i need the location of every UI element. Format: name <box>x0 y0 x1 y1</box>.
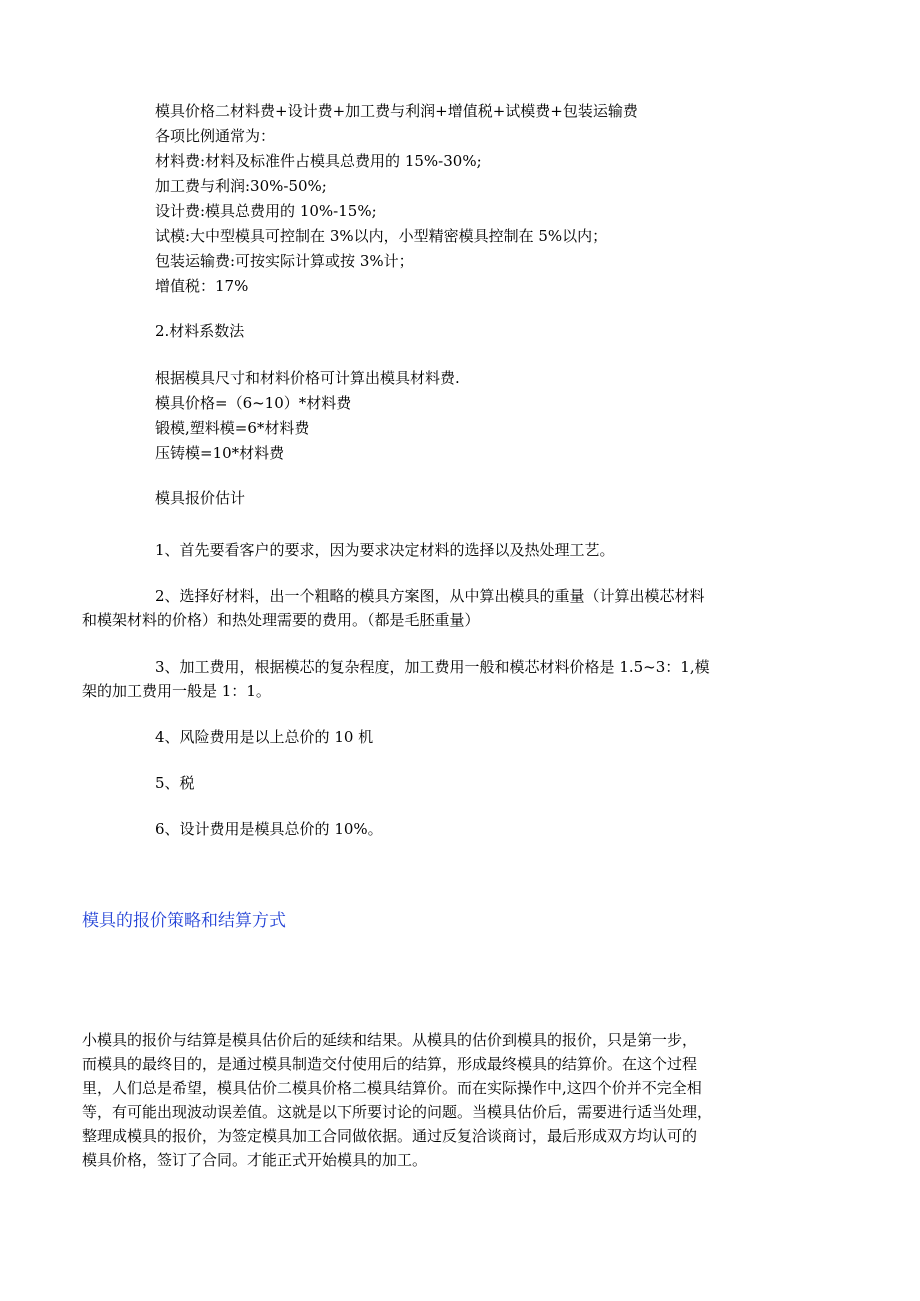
paragraph-line: 整理成模具的报价，为签定模具加工合同做依据。通过反复洽谈商讨，最后形成双方均认可的 <box>82 1127 698 1145</box>
section-subtitle: 2.材料系数法 <box>155 322 245 340</box>
method-line: 根据模具尺寸和材料价格可计算出模具材料费. <box>155 369 460 387</box>
estimate-item: 4、风险费用是以上总价的 10 机 <box>155 728 374 746</box>
estimate-item-cont: 和模架材料的价格）和热处理需要的费用。（都是毛胚重量） <box>82 611 480 629</box>
section-heading: 模具的报价策略和结算方式 <box>82 911 286 931</box>
section-subtitle: 模具报价估计 <box>155 489 246 507</box>
method-line: 压铸模=10*材料费 <box>155 444 285 462</box>
formula-line: 设计费:模具总费用的 10%-15%; <box>155 202 377 220</box>
estimate-item: 2、选择好材料，出一个粗略的模具方案图，从中算出模具的重量（计算出模芯材料 <box>155 587 705 605</box>
formula-line: 增值税：17% <box>155 277 249 295</box>
formula-line: 材料费:材料及标准件占模具总费用的 15%-30%; <box>155 152 482 170</box>
estimate-item-cont: 架的加工费用一般是 1：1。 <box>82 682 271 700</box>
formula-line: 加工费与利润:30%-50%; <box>155 177 327 195</box>
method-line: 锻模,塑料模=6*材料费 <box>155 419 310 437</box>
paragraph-line: 模具价格，签订了合同。才能正式开始模具的加工。 <box>82 1151 428 1169</box>
estimate-item: 1、首先要看客户的要求，因为要求决定材料的选择以及热处理工艺。 <box>155 541 615 559</box>
method-line: 模具价格=（6~10）*材料费 <box>155 394 352 412</box>
paragraph-line: 小模具的报价与结算是模具估价后的延续和结果。从模具的估价到模具的报价，只是第一步， <box>82 1031 698 1049</box>
estimate-item: 5、税 <box>155 774 195 792</box>
paragraph-line: 等，有可能出现波动误差值。这就是以下所要讨论的问题。当模具估价后，需要进行适当处理， <box>82 1103 713 1121</box>
body-paragraph <box>82 1028 802 1172</box>
paragraph-line: 而模具的最终目的，是通过模具制造交付使用后的结算，形成最终模具的结算价。在这个过程 <box>82 1055 698 1073</box>
formula-line: 试模:大中型模具可控制在 3%以内，小型精密模具控制在 5%以内； <box>155 227 608 245</box>
estimate-item: 6、设计费用是模具总价的 10%。 <box>155 820 383 838</box>
formula-line: 各项比例通常为： <box>155 127 276 145</box>
formula-line: 模具价格二材料费+设计费+加工费与利润+增值税+试模费+包装运输费 <box>155 102 638 120</box>
paragraph-line: 里，人们总是希望，模具估价二模具价格二模具结算价。而在实际操作中,这四个价并不完全相 <box>82 1079 702 1097</box>
formula-line: 包装运输费:可按实际计算或按 3%计； <box>155 252 414 270</box>
estimate-item: 3、加工费用，根据模芯的复杂程度，加工费用一般和模芯材料价格是 1.5~3：1,模 <box>155 658 710 676</box>
